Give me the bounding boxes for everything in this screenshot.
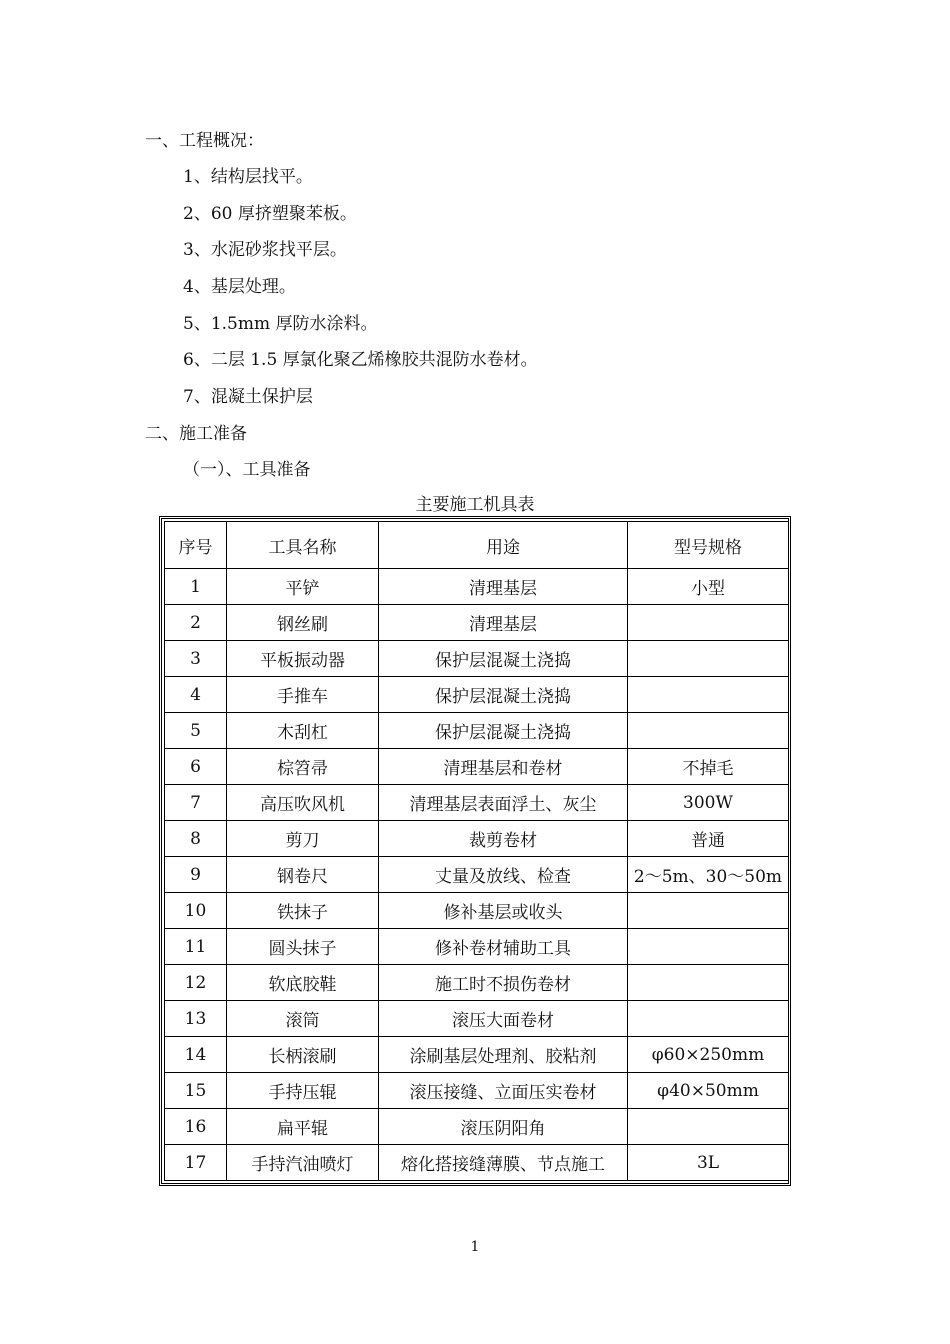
- cell-usage: 滚压阴阳角: [379, 1109, 628, 1145]
- cell-seq: 14: [165, 1037, 227, 1073]
- subsection-tools-heading: （一）、工具准备: [183, 460, 311, 480]
- table-row: [165, 1037, 789, 1073]
- cell-seq: 8: [165, 821, 227, 857]
- header-seq: 序号: [165, 522, 227, 569]
- cell-seq: 1: [165, 569, 227, 605]
- cell-tool-name: 平铲: [227, 569, 379, 605]
- table-row: [165, 1073, 789, 1109]
- cell-model-spec: [628, 605, 789, 641]
- cell-model-spec: 3L: [628, 1145, 789, 1181]
- cell-usage: 清理基层和卷材: [379, 749, 628, 785]
- overview-item-7: 7、混凝土保护层: [183, 387, 313, 407]
- table-row: [165, 1145, 789, 1181]
- cell-usage: 施工时不损伤卷材: [379, 965, 628, 1001]
- cell-tool-name: 长柄滚刷: [227, 1037, 379, 1073]
- section-2-heading: 二、施工准备: [145, 424, 247, 444]
- cell-usage: 滚压大面卷材: [379, 1001, 628, 1037]
- cell-usage: 丈量及放线、检查: [379, 857, 628, 893]
- cell-tool-name: 滚筒: [227, 1001, 379, 1037]
- overview-item-2: 2、60 厚挤塑聚苯板。: [183, 204, 357, 224]
- section-1-heading: 一、工程概况：: [145, 131, 264, 151]
- header-tool-name: 工具名称: [227, 522, 379, 569]
- overview-item-4: 4、基层处理。: [183, 277, 296, 297]
- table-row: [165, 893, 789, 929]
- cell-usage: 滚压接缝、立面压实卷材: [379, 1073, 628, 1109]
- cell-seq: 17: [165, 1145, 227, 1181]
- cell-tool-name: 钢卷尺: [227, 857, 379, 893]
- cell-usage: 裁剪卷材: [379, 821, 628, 857]
- cell-tool-name: 铁抹子: [227, 893, 379, 929]
- table-row: [165, 749, 789, 785]
- cell-usage: 清理基层表面浮土、灰尘: [379, 785, 628, 821]
- table-caption: 主要施工机具表: [415, 495, 535, 515]
- cell-tool-name: 木刮杠: [227, 713, 379, 749]
- cell-model-spec: φ60×250mm: [628, 1037, 789, 1073]
- cell-model-spec: [628, 713, 789, 749]
- cell-model-spec: [628, 677, 789, 713]
- cell-model-spec: [628, 641, 789, 677]
- cell-tool-name: 钢丝刷: [227, 605, 379, 641]
- cell-tool-name: 棕笤帚: [227, 749, 379, 785]
- overview-item-5: 5、1.5mm 厚防水涂料。: [183, 314, 378, 334]
- cell-usage: 熔化搭接缝薄膜、节点施工: [379, 1145, 628, 1181]
- cell-usage: 涂刷基层处理剂、胶粘剂: [379, 1037, 628, 1073]
- cell-seq: 6: [165, 749, 227, 785]
- table-row: [165, 857, 789, 893]
- cell-model-spec: 小型: [628, 569, 789, 605]
- table-row: [165, 605, 789, 641]
- cell-tool-name: 圆头抹子: [227, 929, 379, 965]
- cell-model-spec: [628, 965, 789, 1001]
- cell-tool-name: 平板振动器: [227, 641, 379, 677]
- table-row: [165, 965, 789, 1001]
- cell-seq: 10: [165, 893, 227, 929]
- cell-usage: 保护层混凝土浇捣: [379, 713, 628, 749]
- cell-tool-name: 软底胶鞋: [227, 965, 379, 1001]
- table-row: [165, 1001, 789, 1037]
- table-row: [165, 641, 789, 677]
- cell-seq: 13: [165, 1001, 227, 1037]
- table-row: [165, 713, 789, 749]
- table-row: [165, 677, 789, 713]
- page-number: 1: [470, 1239, 480, 1255]
- cell-seq: 9: [165, 857, 227, 893]
- cell-usage: 修补基层或收头: [379, 893, 628, 929]
- cell-seq: 4: [165, 677, 227, 713]
- cell-tool-name: 高压吹风机: [227, 785, 379, 821]
- tools-table-frame: [159, 516, 791, 1186]
- cell-usage: 清理基层: [379, 569, 628, 605]
- table-row: [165, 929, 789, 965]
- cell-model-spec: [628, 1001, 789, 1037]
- cell-usage: 保护层混凝土浇捣: [379, 641, 628, 677]
- table-header-row: [165, 522, 789, 569]
- cell-model-spec: 300W: [628, 785, 789, 821]
- cell-tool-name: 手推车: [227, 677, 379, 713]
- cell-usage: 清理基层: [379, 605, 628, 641]
- overview-item-3: 3、水泥砂浆找平层。: [183, 240, 347, 260]
- cell-model-spec: [628, 1109, 789, 1145]
- overview-item-1: 1、结构层找平。: [183, 167, 313, 187]
- header-usage: 用途: [379, 522, 628, 569]
- cell-tool-name: 扁平辊: [227, 1109, 379, 1145]
- cell-seq: 5: [165, 713, 227, 749]
- tools-table: [164, 521, 789, 1181]
- cell-seq: 16: [165, 1109, 227, 1145]
- cell-seq: 3: [165, 641, 227, 677]
- cell-model-spec: [628, 893, 789, 929]
- cell-usage: 保护层混凝土浇捣: [379, 677, 628, 713]
- overview-item-6: 6、二层 1.5 厚氯化聚乙烯橡胶共混防水卷材。: [183, 350, 538, 370]
- cell-usage: 修补卷材辅助工具: [379, 929, 628, 965]
- table-row: [165, 785, 789, 821]
- cell-model-spec: φ40×50mm: [628, 1073, 789, 1109]
- cell-model-spec: 普通: [628, 821, 789, 857]
- cell-model-spec: 2～5m、30～50m: [628, 857, 789, 893]
- table-row: [165, 1109, 789, 1145]
- cell-model-spec: [628, 929, 789, 965]
- cell-tool-name: 手持压辊: [227, 1073, 379, 1109]
- cell-tool-name: 剪刀: [227, 821, 379, 857]
- table-row: [165, 569, 789, 605]
- cell-seq: 7: [165, 785, 227, 821]
- cell-seq: 11: [165, 929, 227, 965]
- header-model-spec: 型号规格: [628, 522, 789, 569]
- cell-seq: 2: [165, 605, 227, 641]
- cell-seq: 15: [165, 1073, 227, 1109]
- cell-tool-name: 手持汽油喷灯: [227, 1145, 379, 1181]
- cell-seq: 12: [165, 965, 227, 1001]
- table-row: [165, 821, 789, 857]
- cell-model-spec: 不掉毛: [628, 749, 789, 785]
